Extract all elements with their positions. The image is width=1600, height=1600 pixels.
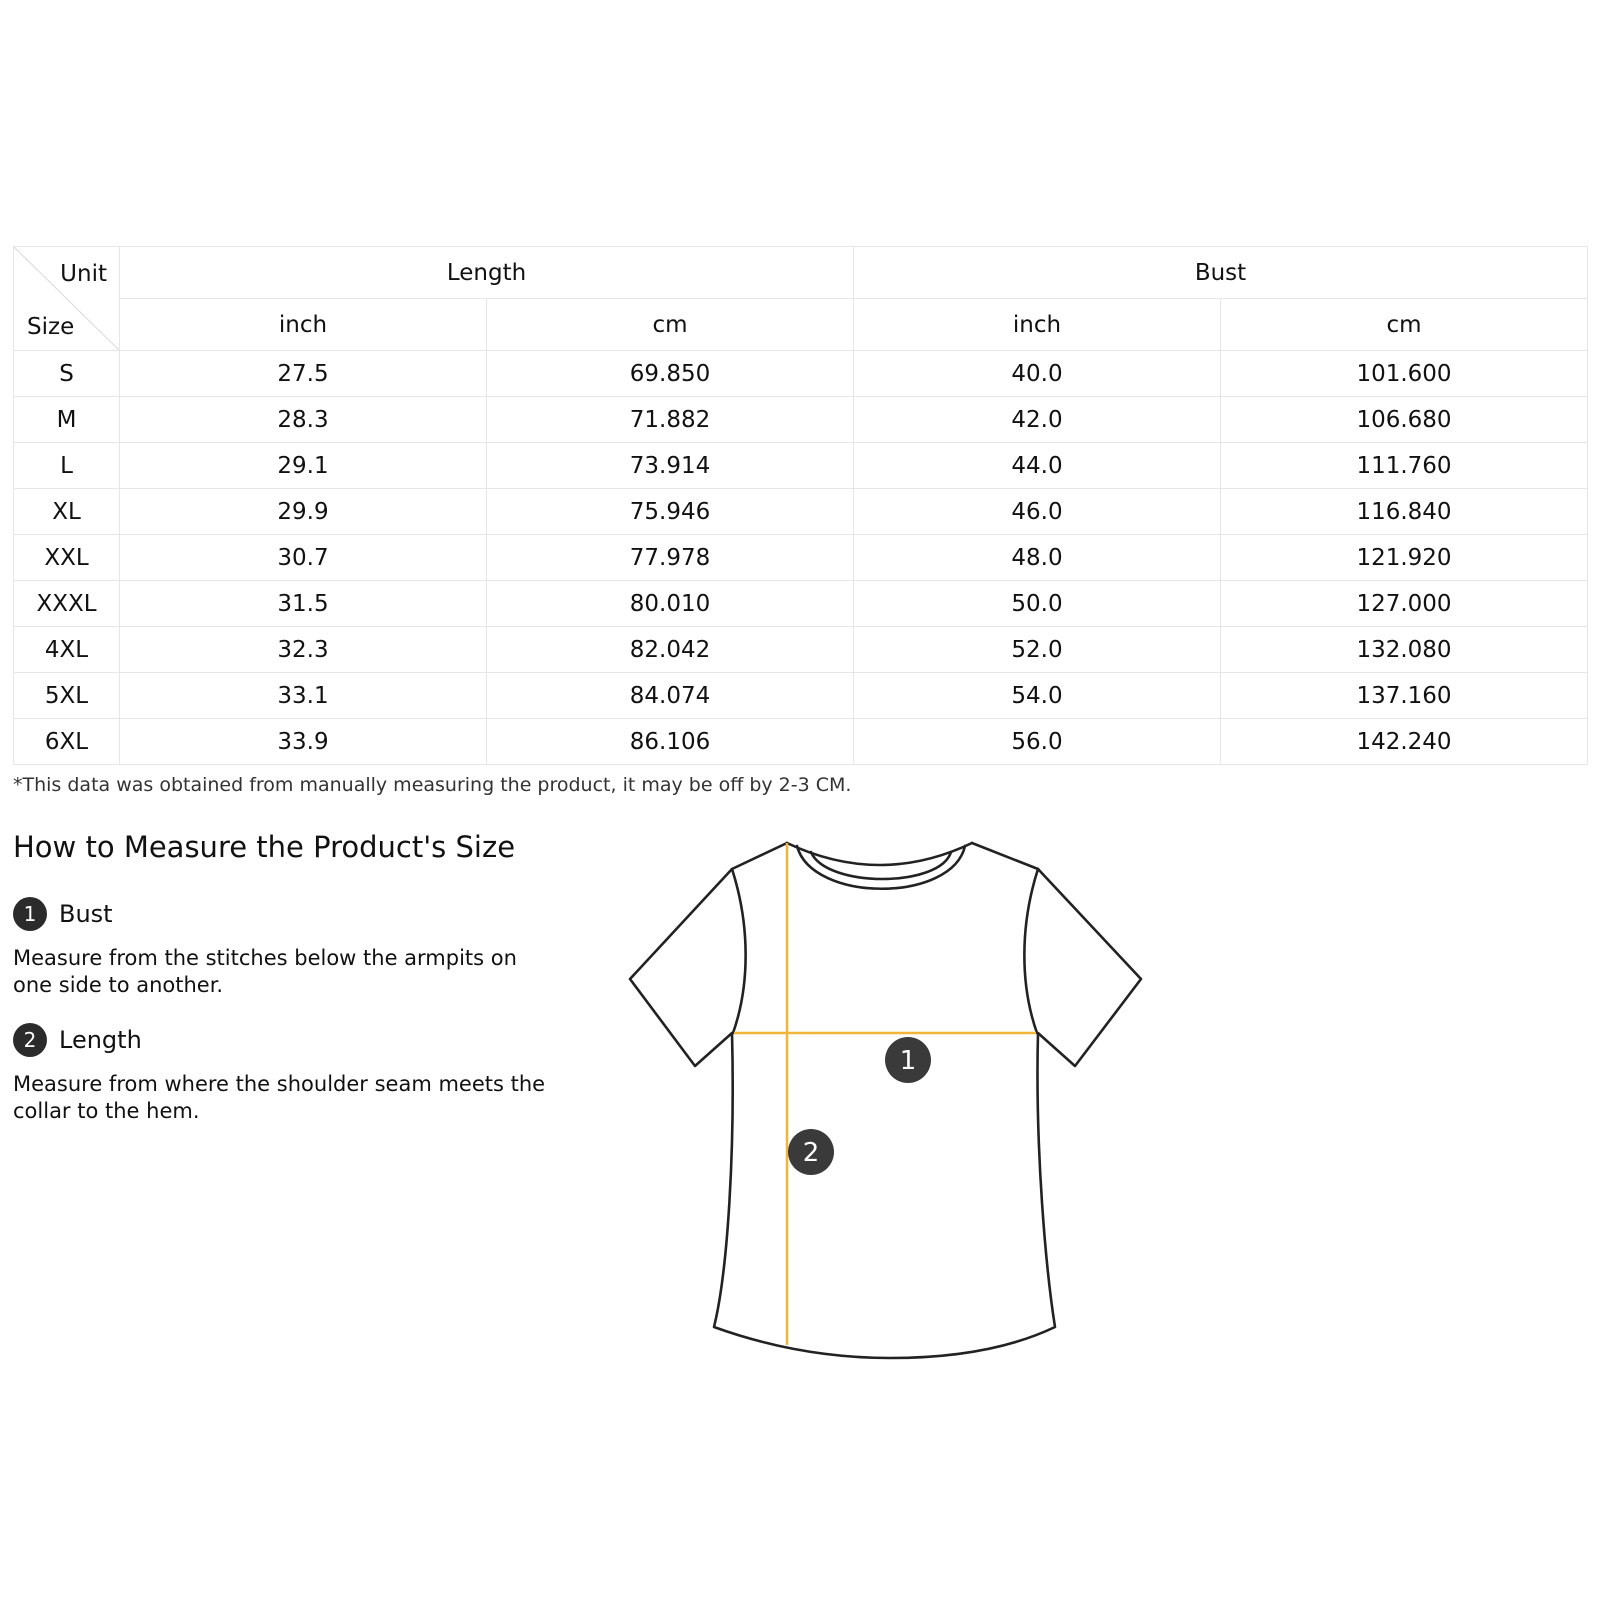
length-marker-label: 2 <box>802 1138 820 1168</box>
size-cell: XXL <box>14 535 120 581</box>
length-inch-cell: 33.1 <box>120 673 487 719</box>
bust-cm-header: cm <box>1221 299 1588 351</box>
bust-inch-cell: 46.0 <box>854 489 1221 535</box>
step-number-badge: 1 <box>13 897 47 931</box>
bust-cm-cell: 116.840 <box>1221 489 1588 535</box>
length-cm-header: cm <box>487 299 854 351</box>
size-cell: M <box>14 397 120 443</box>
length-inch-header: inch <box>120 299 487 351</box>
bust-group-header: Bust <box>854 247 1588 299</box>
size-cell: S <box>14 351 120 397</box>
bust-inch-cell: 40.0 <box>854 351 1221 397</box>
length-inch-cell: 32.3 <box>120 627 487 673</box>
table-row <box>14 535 1588 581</box>
table-row <box>14 581 1588 627</box>
bust-inch-cell: 54.0 <box>854 673 1221 719</box>
length-cm-cell: 71.882 <box>487 397 854 443</box>
bust-inch-cell: 48.0 <box>854 535 1221 581</box>
unit-label: Unit <box>60 261 107 287</box>
size-cell: 4XL <box>14 627 120 673</box>
bust-inch-cell: 44.0 <box>854 443 1221 489</box>
bust-inch-header: inch <box>854 299 1221 351</box>
bust-cm-cell: 137.160 <box>1221 673 1588 719</box>
length-cm-cell: 77.978 <box>487 535 854 581</box>
size-label: Size <box>27 314 75 340</box>
size-cell: L <box>14 443 120 489</box>
size-cell: 5XL <box>14 673 120 719</box>
table-row <box>14 351 1588 397</box>
unit-header-row <box>14 299 1588 351</box>
group-header-row <box>14 247 1588 299</box>
corner-header-cell <box>14 247 120 351</box>
bust-marker-label: 1 <box>899 1046 917 1076</box>
length-cm-cell: 82.042 <box>487 627 854 673</box>
length-marker <box>788 1129 834 1175</box>
size-cell: 6XL <box>14 719 120 765</box>
length-inch-cell: 31.5 <box>120 581 487 627</box>
bust-cm-cell: 127.000 <box>1221 581 1588 627</box>
bust-cm-cell: 142.240 <box>1221 719 1588 765</box>
step-length-heading <box>13 1022 142 1058</box>
bust-cm-cell: 101.600 <box>1221 351 1588 397</box>
measurement-disclaimer: *This data was obtained from manually measuring the product, it may be off by 2-3 CM. <box>13 774 852 796</box>
bust-inch-cell: 52.0 <box>854 627 1221 673</box>
length-cm-cell: 86.106 <box>487 719 854 765</box>
bust-inch-cell: 50.0 <box>854 581 1221 627</box>
length-cm-cell: 80.010 <box>487 581 854 627</box>
measure-lines <box>734 843 1036 1345</box>
step-bust-description: Measure from the stitches below the armpits on one side to another. <box>13 946 517 997</box>
size-cell: XXXL <box>14 581 120 627</box>
bust-cm-cell: 106.680 <box>1221 397 1588 443</box>
t-shirt-outline-icon <box>630 843 1141 1358</box>
bust-cm-cell: 121.920 <box>1221 535 1588 581</box>
table-row <box>14 627 1588 673</box>
length-cm-cell: 69.850 <box>487 351 854 397</box>
length-inch-cell: 29.1 <box>120 443 487 489</box>
length-group-header: Length <box>120 247 854 299</box>
bust-cm-cell: 111.760 <box>1221 443 1588 489</box>
howto-title: How to Measure the Product's Size <box>13 830 516 864</box>
length-inch-cell: 29.9 <box>120 489 487 535</box>
table-row <box>14 673 1588 719</box>
bust-marker <box>885 1037 931 1083</box>
table-row <box>14 397 1588 443</box>
length-cm-cell: 73.914 <box>487 443 854 489</box>
length-inch-cell: 30.7 <box>120 535 487 581</box>
size-chart-table <box>13 246 1588 765</box>
table-row <box>14 719 1588 765</box>
length-cm-cell: 75.946 <box>487 489 854 535</box>
step-bust-heading <box>13 896 113 932</box>
table-row <box>14 489 1588 535</box>
length-inch-cell: 27.5 <box>120 351 487 397</box>
bust-cm-cell: 132.080 <box>1221 627 1588 673</box>
size-cell: XL <box>14 489 120 535</box>
length-cm-cell: 84.074 <box>487 673 854 719</box>
length-inch-cell: 33.9 <box>120 719 487 765</box>
t-shirt-diagram <box>600 800 1160 1360</box>
bust-inch-cell: 56.0 <box>854 719 1221 765</box>
table-row <box>14 443 1588 489</box>
step-number-badge: 2 <box>13 1023 47 1057</box>
length-inch-cell: 28.3 <box>120 397 487 443</box>
step-length-description: Measure from where the shoulder seam meets the collar to the hem. <box>13 1072 546 1123</box>
bust-inch-cell: 42.0 <box>854 397 1221 443</box>
step-name: Length <box>59 1026 142 1054</box>
step-name: Bust <box>59 900 113 928</box>
